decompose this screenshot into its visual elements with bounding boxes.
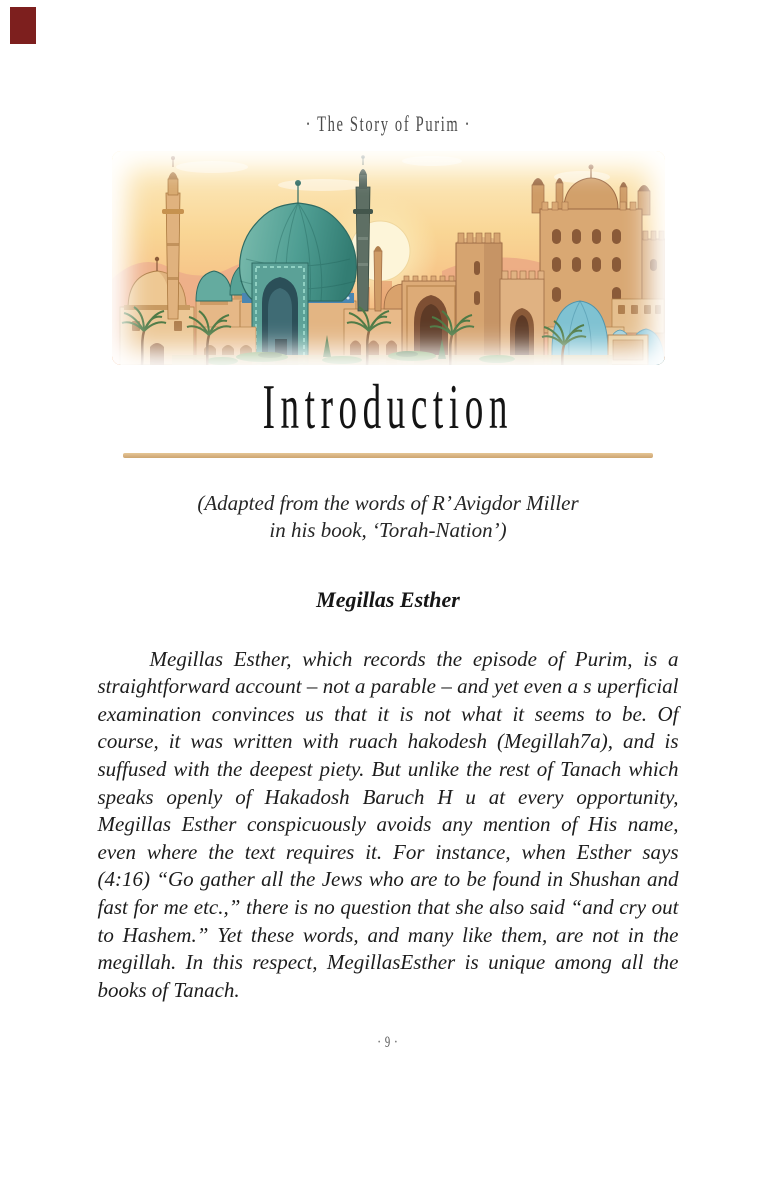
page-number-wrap xyxy=(0,1034,776,1052)
running-header xyxy=(0,0,776,137)
attribution xyxy=(0,490,776,545)
attribution-line-1: (Adapted from the words of R’ Avigdor Miller xyxy=(197,491,579,515)
running-header-text: · The Story of Purim · xyxy=(305,111,471,136)
chapter-title: Introduction xyxy=(262,371,514,442)
chapter-title-wrap xyxy=(0,371,776,442)
city-illustration xyxy=(112,151,665,365)
corner-mark xyxy=(10,7,36,44)
section-heading: Megillas Esther xyxy=(316,586,460,612)
body-paragraph: Megillas Esther, which records the episode of Purim, is a straightforward account – not a parable – and yet even a s uperficial examination convinces us that it is not what it seems to be. Of course, it was written with ruach hakodesh (Megillah7a), and is suffused with the deepest piety. But unlike the rest of Tanach which speaks openly of Hakadosh Baruch H u at every opportunity, Megillas Esther conspicuously avoids any mention of His name, even where the text requires it. For instance, when Esther says (4:16) “Go gather all the Jews who are to be found in Shushan and fast for me etc.,” there is no question that she also said “and cry out to Hashem.” Yet these words, and many like them, are not in the megillah. In this respect, MegillasEsther is unique among all the books of Tanach. xyxy=(97,646,679,1002)
city-illustration-svg xyxy=(112,151,665,365)
gold-divider xyxy=(123,453,653,458)
attribution-line-2: in his book, ‘Torah-Nation’) xyxy=(269,518,507,543)
page-number: · 9 · xyxy=(377,1034,399,1051)
tiled-portal xyxy=(252,263,308,365)
tall-dark-minaret xyxy=(356,187,370,311)
